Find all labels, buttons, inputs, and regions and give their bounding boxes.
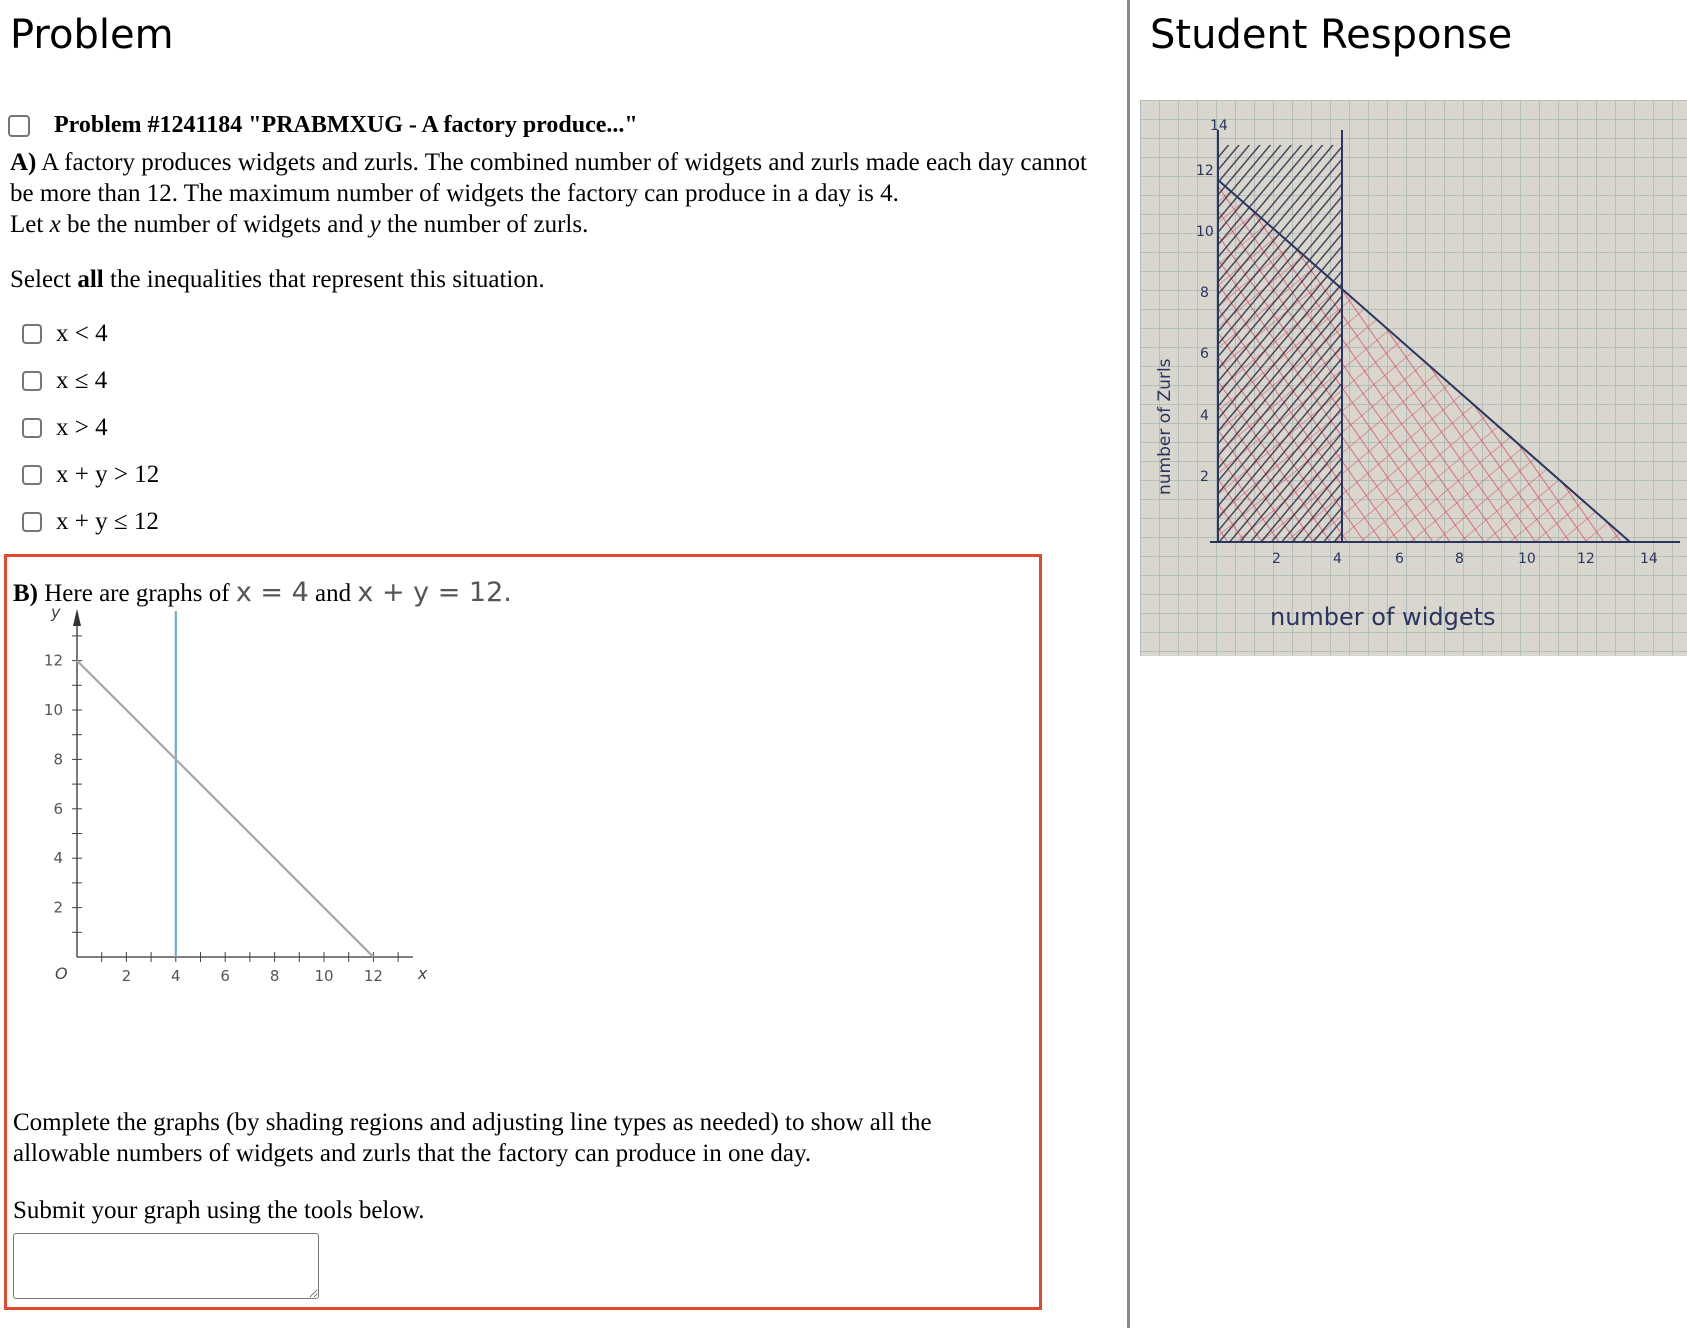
problem-header-text: Problem #1241184 "PRABMXUG - A factory produce..."	[54, 112, 638, 138]
student-response-pane	[1140, 0, 1687, 1328]
part-a-let: Let	[10, 211, 50, 238]
part-b-label: B)	[13, 580, 38, 607]
option-label: x < 4	[56, 319, 108, 347]
option-checkbox[interactable]	[22, 324, 42, 344]
complete-instruction: Complete the graphs (by shading regions and adjusting line types as needed) to show all the allowable numbers of widgets and zurls that the factory can produce in one day.	[13, 1109, 932, 1167]
student-response-title: Student Response	[1150, 12, 1513, 58]
y-tick-label: 12	[1196, 163, 1214, 179]
dark-shading	[1218, 145, 1342, 542]
x-tick-label: 8	[1455, 551, 1464, 567]
part-a-text	[10, 147, 1110, 240]
y-tick-label: 14	[1210, 118, 1228, 134]
student-x-axis-label: number of widgets	[1270, 603, 1496, 631]
answer-input[interactable]	[13, 1233, 319, 1299]
option-x-plus-y-gt-12[interactable]	[22, 451, 159, 498]
y-axis-label: y	[51, 602, 61, 622]
x-tick-label: 14	[1640, 551, 1658, 567]
x-tick-label: 6	[1395, 551, 1404, 567]
option-label: x ≤ 4	[56, 366, 108, 394]
part-b-and: and	[308, 580, 358, 607]
option-checkbox[interactable]	[22, 512, 42, 532]
option-checkbox[interactable]	[22, 371, 42, 391]
x-tick-label: 6	[220, 967, 230, 985]
part-b-title	[13, 577, 512, 608]
x-tick-label: 12	[1577, 551, 1595, 567]
x-tick-label: 2	[121, 967, 132, 985]
inequality-options	[22, 310, 159, 545]
y-tick-label: 2	[1200, 469, 1209, 485]
part-a-mid: be the number of widgets and	[60, 211, 370, 238]
pane-divider	[1127, 0, 1130, 1328]
submit-instruction: Submit your graph using the tools below.	[13, 1197, 425, 1224]
equation-x-plus-y-12: x + y = 12	[357, 577, 504, 608]
option-label: x + y ≤ 12	[56, 507, 159, 535]
equation-x-4: x = 4	[235, 577, 309, 608]
problem-header	[8, 112, 638, 139]
part-b-intro: Here are graphs of	[38, 580, 236, 607]
x-tick-label: 4	[171, 967, 181, 985]
part-b-box	[4, 554, 1042, 1310]
option-checkbox[interactable]	[22, 465, 42, 485]
x-tick-label: 4	[1333, 551, 1342, 567]
option-label: x > 4	[56, 413, 108, 441]
line-x-plus-y-equals-12	[77, 661, 373, 957]
x-tick-label: 12	[363, 967, 383, 985]
student-y-axis-label: number of Zurls	[1155, 358, 1175, 495]
y-tick-label: 2	[53, 898, 63, 917]
part-b-period: .	[503, 577, 512, 608]
coordinate-graph	[27, 602, 428, 1062]
var-y: y	[369, 211, 381, 238]
option-label: x + y > 12	[56, 460, 160, 488]
option-x-lt-4[interactable]	[22, 310, 159, 357]
select-pre: Select	[10, 266, 78, 293]
y-axis-arrow	[73, 609, 81, 626]
y-tick-label: 12	[43, 651, 63, 670]
problem-title: Problem	[10, 12, 174, 58]
problem-select-checkbox[interactable]	[8, 115, 30, 137]
y-tick-label: 4	[1200, 408, 1209, 424]
x-axis-label: x	[417, 964, 428, 983]
part-a-label: A)	[10, 149, 37, 176]
x-tick-label: 2	[1272, 551, 1281, 567]
y-tick-label: 10	[43, 701, 63, 719]
x-tick-label: 10	[1518, 551, 1536, 567]
part-a-end: the number of zurls.	[380, 211, 589, 238]
origin-label: O	[55, 964, 68, 983]
var-x: x	[49, 211, 61, 238]
option-x-le-4[interactable]	[22, 357, 159, 404]
x-tick-label: 8	[269, 967, 280, 985]
y-tick-label: 4	[53, 849, 63, 868]
y-tick-label: 8	[53, 750, 63, 769]
y-tick-label: 8	[1200, 285, 1209, 301]
select-post: the inequalities that represent this situation.	[103, 266, 545, 293]
x-tick-label: 10	[314, 967, 334, 985]
y-tick-label: 6	[1200, 346, 1209, 362]
option-x-plus-y-le-12[interactable]	[22, 498, 159, 545]
select-all-instruction	[10, 266, 545, 294]
part-a-statement: A factory produces widgets and zurls. The combined number of widgets and zurls made each day cannot be more than 12. The maximum number of widgets the factory can produce in a day is 4.	[10, 149, 1088, 207]
y-tick-label: 10	[1196, 224, 1214, 240]
option-x-gt-4[interactable]	[22, 404, 159, 451]
y-tick-label: 6	[53, 799, 63, 818]
option-checkbox[interactable]	[22, 418, 42, 438]
select-bold: all	[77, 266, 104, 293]
student-response-photo	[1140, 100, 1687, 656]
